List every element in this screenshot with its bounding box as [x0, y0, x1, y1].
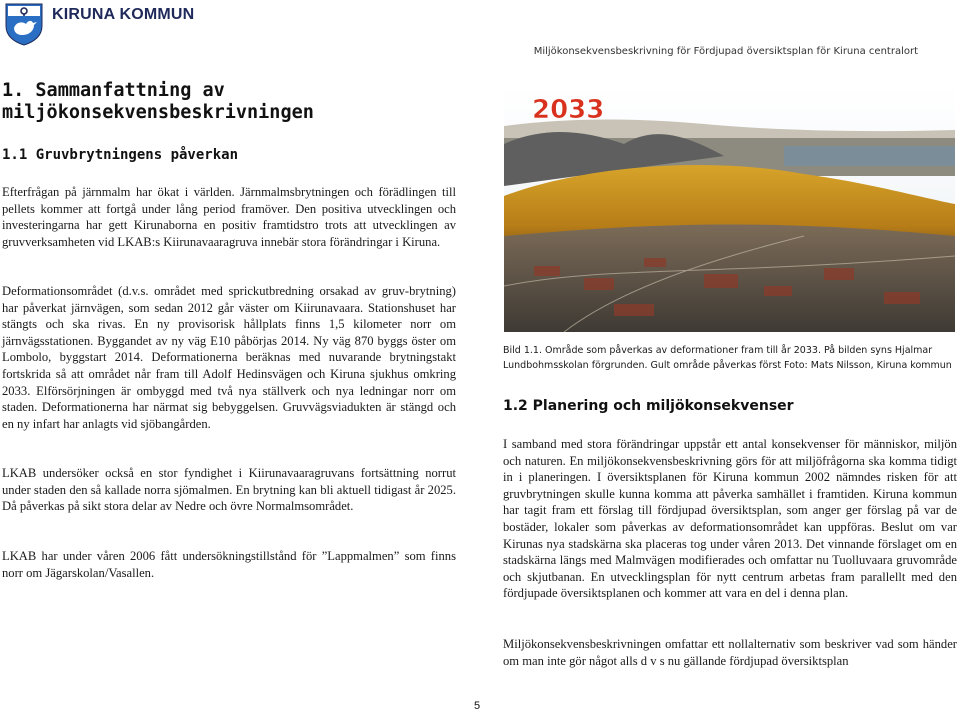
- kiruna-coat-of-arms-logo: [4, 2, 44, 46]
- paragraph-demand: Efterfrågan på järnmalm har ökat i världen. Järnmalmsbrytningen och förädlingen till pellets kommer att fortgå under lång period framöver. Den positiva utvecklingen och investeringarna har gett Kirunaborna en positiv framtidstro trots att utvecklingen av gruvverksamheten vid LKAB:s Kiirunavaaragruva innebär stora förändringar i Kiruna.: [2, 185, 456, 249]
- paragraph-lappmalmen: LKAB har under våren 2006 fått undersökningstillstånd för ”Lappmalmen” som finns norr om Jägarskolan/Vasallen.: [2, 549, 456, 580]
- page-number: 5: [474, 700, 481, 712]
- paragraph-deformation: Deformationsområdet (d.v.s. området med sprickutbredning orsakad av gruv-brytning) har påverkat järnvägen, som sedan 2012 går väster om Kiirunavaara. Stationshuset har stängts och ska rivas. En ny provisorisk hållplats finns 1,5 kilometer norr om järnvägsstationen. Byggandet av ny väg E10 påbörjas 2014. Ny väg 870 byggs öster om Lombolo, byggstart 2014. Deformationerna beräknas med nuvarande brytningstakt fortskrida så att området når fram till Adolf Hedinsvägen och Kiruna sjukhus omkring 2033. Elförsörjningen är ombyggd med två nya ställverk och nya ledningar norr om staden. Deformationerna har närmat sig bebyggelsen. Gruvvägsviadukten är stängd och en ny infart har anlagts vid sjöbangården.: [2, 284, 456, 431]
- aerial-photo-kiruna-2033: [504, 86, 955, 332]
- chapter-title: 1. Sammanfattning av miljökonsekvensbeskrivningen: [2, 80, 314, 123]
- section-heading-1-1: 1.1 Gruvbrytningens påverkan: [2, 147, 239, 163]
- figure-caption: Bild 1.1. Område som påverkas av deformationer fram till år 2033. På bilden syns Hjalmar Lundbohmsskolan förgrunden. Gult område påverkas först Foto: Mats Nilsson, Kiruna kommun: [503, 345, 952, 371]
- paragraph-zero-alternative: Miljökonsekvensbeskrivningen omfattar ett nollalternativ som beskriver vad som händer om man inte gör något alls d v s nu gällande fördjupad översiktsplan: [503, 637, 957, 668]
- section-heading-1-2: 1.2 Planering och miljökonsekvenser: [503, 398, 794, 414]
- paragraph-northern-ore: LKAB undersöker också en stor fyndighet i Kiirunavaaragruvans fortsättning norrut under staden den så kallade norra sjömalmen. En brytning kan bli aktuell tidigast år 2025. Då påverkas på sikt stora delar av Nedre och övre Normalmsområdet.: [2, 466, 456, 514]
- paragraph-planning: I samband med stora förändringar uppstår ett antal konsekvenser för människor, miljön och naturen. En miljökonsekvensbeskrivning görs för att miljöfrågorna ska komma tidigt in i planeringen. I översiktsplanen för Kiruna kommun 2002 nämndes risken för att gruvbrytningen skulle kunna komma att påverka samhället i framtiden. Kiruna kommun har tagit fram ett förslag till fördjupad översiktsplan, som anger ger förslag på var de bostäder, lokaler som påverkas av deformationsområdet kan uppföras. Beslut om var Kirunas nya stadskärna ska placeras tog under våren 2013. Det vinnande förslaget om en stadskärna längs med Malmvägen modifierades och omfattar nu Tuolluvaara gruvområde och skjutbanan. En utvecklingsplan för nytt centrum arbetas fram parallellt med den fördjupade översiktsplanen och kommer att vara en del i denna plan.: [503, 437, 957, 601]
- year-label-2033: 2033: [532, 95, 605, 125]
- running-header-title: Miljökonsekvensbeskrivning för Fördjupad översiktsplan för Kiruna centralort: [533, 46, 918, 57]
- brand-name: KIRUNA KOMMUN: [52, 6, 195, 23]
